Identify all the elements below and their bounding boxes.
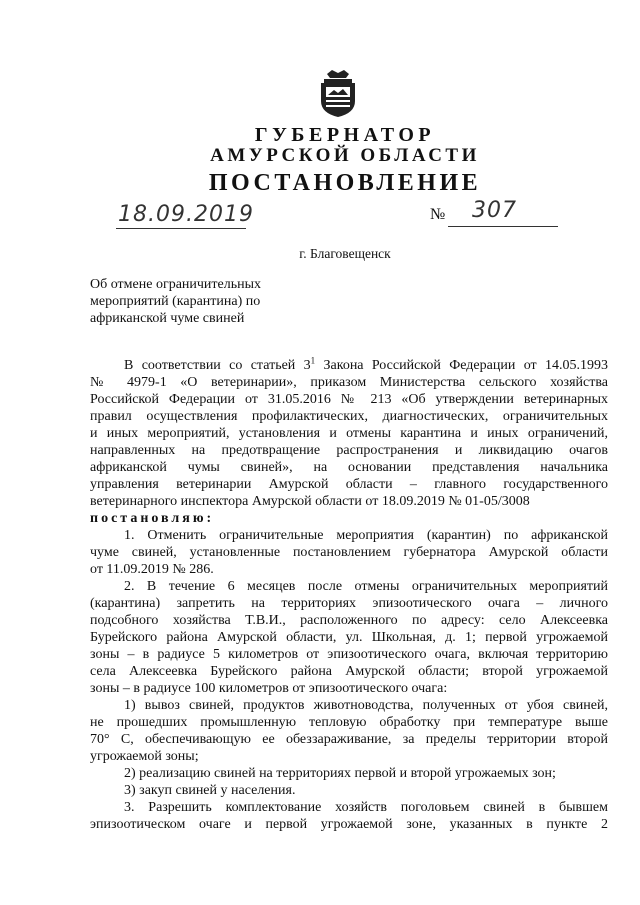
subject-block xyxy=(90,276,350,327)
body-line: (карантина) запретить на территориях эпизоотического очага – личного xyxy=(90,596,608,611)
body-line: и иных мероприятий, установления и отмены карантина и иных ограничений, xyxy=(90,426,608,441)
body-line: не прошедших промышленную тепловую обработку при температуре выше xyxy=(90,715,608,730)
body-line: № 4979-1 «О ветеринарии», приказом Министерства сельского хозяйства xyxy=(90,375,608,390)
body-line: 2) реализацию свиней на территориях первой и второй угрожаемых зон; xyxy=(124,766,556,781)
header-governor: ГУБЕРНАТОР xyxy=(254,124,436,146)
body-line: подсобного хозяйства Т.В.И., расположенного по адресу: село Алексеевка xyxy=(90,613,608,628)
body-line: 1) вывоз свиней, продуктов животноводства, полученных от убоя свиней, xyxy=(124,698,608,713)
body-line: зоны – в радиусе 5 километров от эпизоотического очага, включая территорию xyxy=(90,647,608,662)
subject-line: африканской чуме свиней xyxy=(90,311,245,326)
number-underline xyxy=(448,226,558,227)
header-region: АМУРСКОЙ ОБЛАСТИ xyxy=(210,145,480,166)
body-line: правил осуществления профилактических, диагностических, ограничительных xyxy=(90,409,608,424)
body-line: 3) закуп свиней у населения. xyxy=(124,783,296,798)
body-line: угрожаемой зоны; xyxy=(90,749,199,764)
number-sign: № xyxy=(430,206,446,223)
body-line: 70° С, обеспечивающую ее обеззараживание, за пределы территории второй xyxy=(90,732,608,747)
subject-line: мероприятий (карантина) по xyxy=(90,294,261,309)
body-line: Российской Федерации от 31.05.2016 № 213 «Об утверждении ветеринарных xyxy=(90,392,608,407)
document-body xyxy=(90,357,608,833)
body-line: 1. Отменить ограничительные мероприятия (карантин) по африканской xyxy=(124,528,608,543)
header-decree-title: ПОСТАНОВЛЕНИЕ xyxy=(208,170,482,196)
body-line: эпизоотическом очаге и первой угрожаемой зоне, указанных в пункте 2 xyxy=(90,817,608,832)
body-line: африканской чумы свиней», на основании представления начальника xyxy=(90,460,608,475)
handwritten-date: 18.09.2019 xyxy=(118,202,254,227)
body-line: В соответствии со статьей $3^1$ Закона Российской Федерации от 14.05.1993 xyxy=(124,355,608,373)
body-line: 3. Разрешить комплектование хозяйств поголовьем свиней в бывшем xyxy=(124,800,608,815)
subject-line: Об отмене ограничительных xyxy=(90,277,262,292)
body-line: 2. В течение 6 месяцев после отмены ограничительных мероприятий xyxy=(124,579,608,594)
city-line: г. Благовещенск xyxy=(299,246,391,261)
body-line: чуме свиней, установленные постановлением губернатора Амурской области xyxy=(90,545,608,560)
body-line: направленных на предотвращение распространения и ликвидацию очагов xyxy=(90,443,608,458)
body-line: управления ветеринарии Амурской области – главного государственного xyxy=(90,477,608,492)
handwritten-number: 307 xyxy=(472,198,517,223)
body-line: зоны – в радиусе 100 километров от эпизоотического очага: xyxy=(90,681,448,696)
body-line: села Алексеевка Бурейского района Амурской области; второй угрожаемой xyxy=(90,664,608,679)
decree-word: постановляю: xyxy=(90,511,215,526)
body-line: Бурейского района Амурской области, ул. Школьная, д. 1; первой угрожаемой xyxy=(90,630,608,645)
body-line: ветеринарного инспектора Амурской области от 18.09.2019 № 01-05/3008 xyxy=(90,494,530,509)
body-line: от 11.09.2019 № 286. xyxy=(90,562,214,577)
coat-of-arms-emblem xyxy=(318,68,358,118)
date-underline xyxy=(116,228,246,229)
